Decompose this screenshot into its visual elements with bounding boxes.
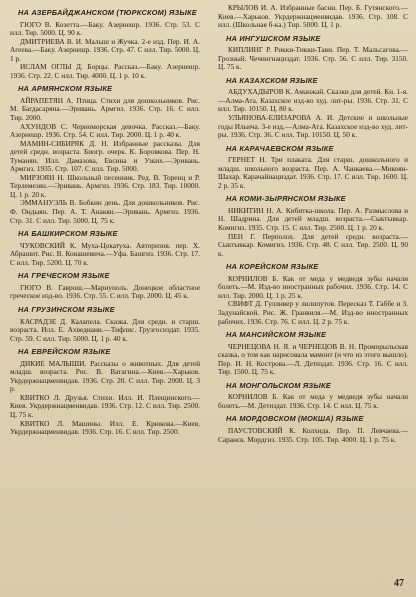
section-heading: НА КОРЕЙСКОМ ЯЗЫКЕ: [226, 262, 319, 272]
language-section: [218, 4, 408, 30]
bibliography-entry: ГЕРНЕТ Н. Три плаката. Для старш. дошкольного и младш. школьного возраста. Пер. А. Чанкаева.—Микоян-Шахар. Карачайнациздат. 1936. Стр. 17. С илл. Тир. 1600. Ц. 2 р. 35 к.: [218, 155, 408, 190]
bibliography-entry: КВИТКО Л. Друзья. Стихи. Илл. И. Плещинского.—Киев. Укрдержнацменвидав. 1936. Стр. 12. С илл. Тир. 2500. Ц. 75 к.: [10, 392, 200, 419]
bibliography-entry: ЧЕРНЕЦОВА Н. Я. и ЧЕРНЕЦОВ В. Н. Проморыльская сказка, о том как нарисовала мамонт (и что из этого вышло). Пер. И. Н. Кострова.—Л. Детиздат. 1936. Стр. 16. С илл. Тир. 1500. Ц. 75 к.: [218, 341, 408, 377]
bibliography-entry: ПЕН Г. Перполох. Для детей средн. возраста.—Сыктывкар. Комигиз. 1936. Стр. 48. С илл. Тир. 2500. Ц. 90 к.: [218, 231, 408, 258]
bibliography-entry: МАМИН-СИБИРЯК Д. Н. Избранные рассказы. Для детей средн. возраста. Биогр. очерк. К. Боровкова. Пер. Н. Туманян. Илл. Дамазова, Евсина и Узких.—Эривань. Армгиз. 1935. Стр. 107. С илл. Тир. 5000.: [10, 138, 200, 174]
bibliography-entry: НИКИТИН Н. А. Кибитка-школа. Пер. А. Размыслова и Н. Шадрина. Для детей младш. возраста.—Сыктывкар. Комигиз. 1935. Стр. 15. С илл. Тир. 2500. Ц. 1 р. 20 к.: [218, 205, 408, 233]
bibliography-entry: ГЮГО В. Гаврош.—Мариуполь. Донецкое областное греческое изд-во. 1936. Стр. 55. С илл. Тир. 2000. Ц. 45 к.: [10, 282, 200, 301]
section-heading: НА ЕВРЕЙСКОМ ЯЗЫКЕ: [18, 347, 111, 357]
section-heading: НА КАЗАХСКОМ ЯЗЫКЕ: [226, 75, 318, 85]
bibliography-entry: ДМИТРИЕВА В. И. Малыш и Жучка. 2-е изд. Пер. И. А. Агеева.—Баку. Азернешр. 1936. Стр. 47. С илл. Тир. 5000. Ц. 1 р.: [10, 36, 200, 63]
language-section: [10, 9, 200, 80]
bibliography-entry: КОРНИЛОВ Б. Как от меда у медведя зубы начали болеть.—М. Детиздат. 1936. Стр. 14. С илл. Ц. 75 к.: [218, 392, 408, 410]
section-heading: НА АЗЕРБАЙДЖАНСКОМ (ТЮРКСКОМ) ЯЗЫКЕ: [18, 8, 197, 17]
bibliography-entry: КОРНИЛОВ Б. Как от меда у медведя зубы начали болеть.—М. Изд-во иностранных рабочих. 1936. Стр. 14. С илл. Тир. 2000. Ц. 1 р. 25 к.: [218, 273, 408, 300]
section-heading: НА АРМЯНСКОМ ЯЗЫКЕ: [18, 84, 113, 94]
right-column: [218, 4, 408, 579]
language-section: [218, 415, 408, 444]
section-heading: НА ГРУЗИНСКОМ ЯЗЫКЕ: [18, 304, 115, 314]
bibliography-entry: ГЮГО В. Козетта.—Баку. Азернешр. 1936. Стр. 53. С илл. Тир. 5000. Ц. 90 к.: [10, 19, 200, 38]
bibliography-entry: КАСРАДЗЕ Д. Калапела. Сказка. Для средн. и старш. возраста. Илл. Е. Ахведиани.—Тифлис. Грузгосиздат. 1935. Стр. 59. С илл. Тир. 5000. Ц. 1 р. 40 к.: [10, 316, 200, 343]
bibliography-entry: ИСЛАМ ОГЛЫ Д. Борцы. Рассказ.—Баку. Азернешр. 1936. Стр. 22. С илл. Тир. 4000. Ц. 1 р. 10 к.: [10, 62, 200, 80]
section-heading: НА МОНГОЛЬСКОМ ЯЗЫКЕ: [226, 380, 331, 390]
section-heading: НА МАНСИЙСКОМ ЯЗЫКЕ: [226, 330, 327, 340]
language-section: [218, 263, 408, 326]
bibliography-entry: УЛЬЯНОВА-ЕЛИЗАРОВА А. И. Детские и школьные годы Ильича. 3-е изд.—Алма-Ата. Казахское изд-во худ. лит-ры. 1936. Стр. 36. С илл. Тир. 10150. Ц. 50 к.: [218, 113, 408, 140]
language-section: [218, 195, 408, 258]
section-heading: НА ИНГУШСКОМ ЯЗЫКЕ: [226, 33, 321, 43]
bibliography-entry: МИРЗОЯН Н. Школьный песенник. Ред. В. Торенц и Р. Терлемезян.—Эривань. Армгиз. 1936. Стр. 183. Тир. 10000. Ц. 1 р. 20 к.: [10, 172, 200, 199]
bibliography-entry: АЙРАПЕТЯН А. Птица. Стихи для дошкольников. Рис. М. Багдасаряна.—Эривань. Армгиз. 1936. Стр. 16. С илл. Тир. 2000.: [10, 95, 200, 123]
bibliography-entry: ПАУСТОВСКИЙ К. Колхида. Пер. П. Левчаева.—Саранск. Мордгиз. 1935. Стр. 105. Тир. 4000. Ц. 1 р. 75 к.: [218, 425, 408, 444]
section-heading: НА МОРДОВСКОМ (МОКША) ЯЗЫКЕ: [226, 414, 364, 424]
language-section: [218, 145, 408, 191]
language-section: [218, 331, 408, 377]
bibliography-entry: КИПЛИНГ Р. Рикки-Тикки-Тави. Пер. Т. Мальсагова.—Грозный. Чечингнациздат. 1936. Стр. 56. С илл. Тир. 3150. Ц. 75 к.: [218, 45, 408, 72]
language-section: [218, 77, 408, 140]
bibliography-entry: ДИКИЕ МАЛЫШИ. Рассказы о животных. Для детей младш. возраста. Рис. В. Ватагина.—Киев.—Харьков. Укрдержнацменвидав. 1936. Стр. 20. С илл. Тир. 2000. Ц. 3 р.: [10, 358, 200, 394]
language-section: [218, 382, 408, 411]
bibliography-entry: КВИТКО Л. Машины. Илл. Е. Крюкова.—Киев. Укрдержнацменвидав. 1936. Стр. 16. С илл. Тир. 2500.: [10, 418, 200, 437]
bibliography-entry: ЭММАНУЭЛЬ В. Бобкин день. Для дошкольников. Рис. Ф. Ондыян. Пер. А. Т. Анакян.—Эривань. Армгиз. 1936. Стр. 31. С илл. Тир. 5000. Ц. 75 к.: [10, 198, 200, 225]
language-section: [10, 306, 200, 343]
language-section: [10, 85, 200, 225]
language-section: [10, 230, 200, 267]
bibliography-entry: СВИФТ Д. Гулливер у лилипутов. Пересказ Т. Габбе и З. Задунайской. Рис. Ж. Гранвиля.—М. Изд-во иностранных рабочих. 1936. Стр. 76. С илл. Ц. 2 р. 75 к.: [218, 299, 408, 326]
bibliography-entry: КРЫЛОВ И. А. Избранные басни. Пер. Б. Гутянского.—Киев.—Харьков. Укрдержнацменвидав. 1936. Стр. 108. С илл. (Школьная б-ка.) Тир. 5000. Ц. 1 р.: [218, 4, 408, 30]
page-number: 47: [394, 578, 404, 589]
section-heading: НА КАРАЧАЕВСКОМ ЯЗЫКЕ: [226, 143, 334, 153]
bibliography-entry: АХУНДОВ С. Черноморская девочка. Рассказ.—Баку. Азернешр. 1936. Стр. 54. С илл. Тир. 2000. Ц. 1 р. 40 к.: [10, 121, 200, 140]
bibliography-entry: АБДУХАДЫРОВ К. Аманжай. Сказки для детей. Кн. 1-я.—Алма-Ата. Казахское изд-во худ. лит-ры. 1936. Стр. 31. С илл. Тир. 10150. Ц. 80 к.: [218, 87, 408, 114]
language-section: [218, 35, 408, 72]
left-column: [10, 4, 200, 592]
section-heading: НА ГРЕЧЕСКОМ ЯЗЫКЕ: [18, 271, 110, 281]
language-section: [10, 348, 200, 436]
section-heading: НА КОМИ-ЗЫРЯНСКОМ ЯЗЫКЕ: [226, 194, 346, 204]
bibliography-entry: ЧУКОВСКИЙ К. Муха-Цокатуха. Авторизов. пер. Х. Абрашит. Рис. В. Конашевича.—Уфа. Башгиз. 1936. Стр. 17. С илл. Тир. 5200. Ц. 70 к.: [10, 240, 200, 267]
language-section: [10, 272, 200, 301]
section-heading: НА БАШКИРСКОМ ЯЗЫКЕ: [18, 229, 118, 239]
